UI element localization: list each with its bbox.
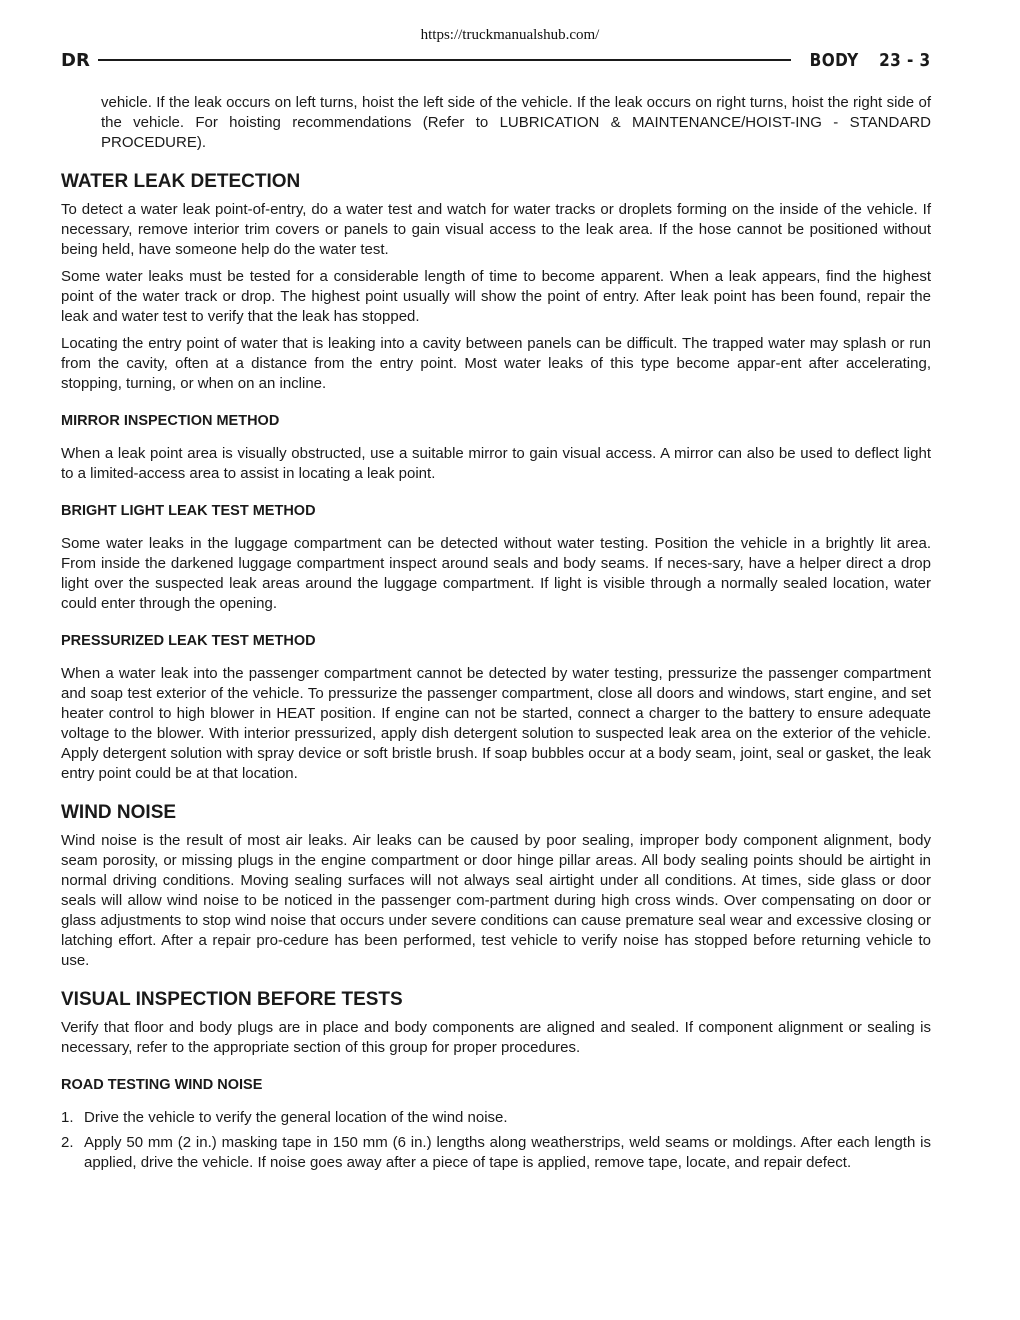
heading-wind-noise: WIND NOISE (61, 802, 177, 823)
list-item (61, 1133, 931, 1173)
heading-road-testing: ROAD TESTING WIND NOISE (61, 1077, 263, 1093)
paragraph: When a water leak into the passenger compartment cannot be detected by water testing, pressurize the passenger compartment and soap test exterior of the vehicle. To pressurize the passenger compartment, close all doors and windows, start engine, and set heater control to high blower in HEAT position. If engine can not be started, connect a charger to the battery to ensure adequate voltage to the blower. With interior pressurized, apply dish detergent solution to suspected leak area on the exterior of the vehicle. Apply detergent solution with spray device or soft bristle brush. If soap bubbles occur at a body seam, joint, seal or gasket, the leak entry point could be at that location. (61, 665, 931, 782)
road-test-steps (61, 1108, 931, 1173)
header-model-code: DR (61, 49, 90, 71)
list-item (61, 1108, 931, 1128)
heading-water-leak-detection: WATER LEAK DETECTION (61, 171, 301, 192)
source-url[interactable]: https://truckmanualshub.com/ (420, 27, 600, 43)
header-section-title: BODY (809, 49, 859, 71)
heading-mirror-inspection: MIRROR INSPECTION METHOD (61, 413, 280, 429)
header-page-number: 23 - 3 (879, 49, 931, 71)
page-content (61, 93, 931, 1178)
header-rule (98, 59, 791, 61)
heading-bright-light-test: BRIGHT LIGHT LEAK TEST METHOD (61, 503, 316, 519)
heading-visual-inspection: VISUAL INSPECTION BEFORE TESTS (61, 989, 403, 1010)
paragraph: Some water leaks in the luggage compartment can be detected without water testing. Position the vehicle in a brightly lit area. From inside the darkened luggage compartment inspect around seals and body seams. If neces-sary, have a helper direct a drop light over the suspected leak areas around the luggage compartment. If light is visible through a normally sealed location, water could enter through the opening. (61, 535, 931, 612)
paragraph: Locating the entry point of water that is leaking into a cavity between panels can be difficult. The trapped water may splash or run from the cavity, often at a distance from the entry point. Most water leaks of this type become appar-ent after accelerating, stopping, turning, or when on an incline. (61, 335, 931, 392)
paragraph: Some water leaks must be tested for a considerable length of time to become apparent. When a leak appears, find the highest point of the water track or drop. The highest point usually will show the point of entry. After leak point has been found, repair the leak and water test to verify that the leak has stopped. (61, 268, 931, 325)
paragraph: To detect a water leak point-of-entry, do a water test and watch for water tracks or droplets forming on the inside of the vehicle. If necessary, remove interior trim covers or panels to gain visual access to the leak area. If the hose cannot be positioned without being held, have someone help do the water test. (61, 201, 931, 258)
step-number: 1. (61, 1109, 74, 1126)
paragraph: Verify that floor and body plugs are in place and body components are aligned and sealed. If component alignment or sealing is necessary, refer to the appropriate section of this group for proper procedures. (61, 1019, 931, 1056)
step-text: Apply 50 mm (2 in.) masking tape in 150 mm (6 in.) lengths along weatherstrips, weld seams or moldings. After each length is applied, drive the vehicle. If noise goes away after a piece of tape is applied, remove tape, locate, and repair defect. (84, 1134, 931, 1171)
paragraph: Wind noise is the result of most air leaks. Air leaks can be caused by poor sealing, improper body component alignment, body seam porosity, or missing plugs in the engine compartment or door hinge pillar areas. All body sealing points should be airtight in normal driving conditions. Moving sealing surfaces will not always seal airtight under all conditions. At times, side glass or door seals will allow wind noise to be noticed in the passenger com-partment during high cross winds. Over compensating on door or glass adjustments to stop wind noise that occurs under severe conditions can cause premature seal wear and excessive closing or latching effort. After a repair pro-cedure has been performed, test vehicle to verify noise has stopped before returning vehicle to use. (61, 832, 931, 969)
paragraph: When a leak point area is visually obstructed, use a suitable mirror to gain visual access. A mirror can also be used to deflect light to a limited-access area to assist in locating a leak point. (61, 445, 931, 482)
step-number: 2. (61, 1134, 74, 1151)
step-text: Drive the vehicle to verify the general location of the wind noise. (84, 1109, 508, 1126)
heading-pressurized-test: PRESSURIZED LEAK TEST METHOD (61, 633, 316, 649)
page-header (61, 48, 931, 72)
continued-paragraph: vehicle. If the leak occurs on left turns, hoist the left side of the vehicle. If the leak occurs on right turns, hoist the right side of the vehicle. For hoisting recommendations (Refer to LUBRICATION & MAINTENANCE/HOIST-ING - STANDARD PROCEDURE). (101, 94, 931, 151)
